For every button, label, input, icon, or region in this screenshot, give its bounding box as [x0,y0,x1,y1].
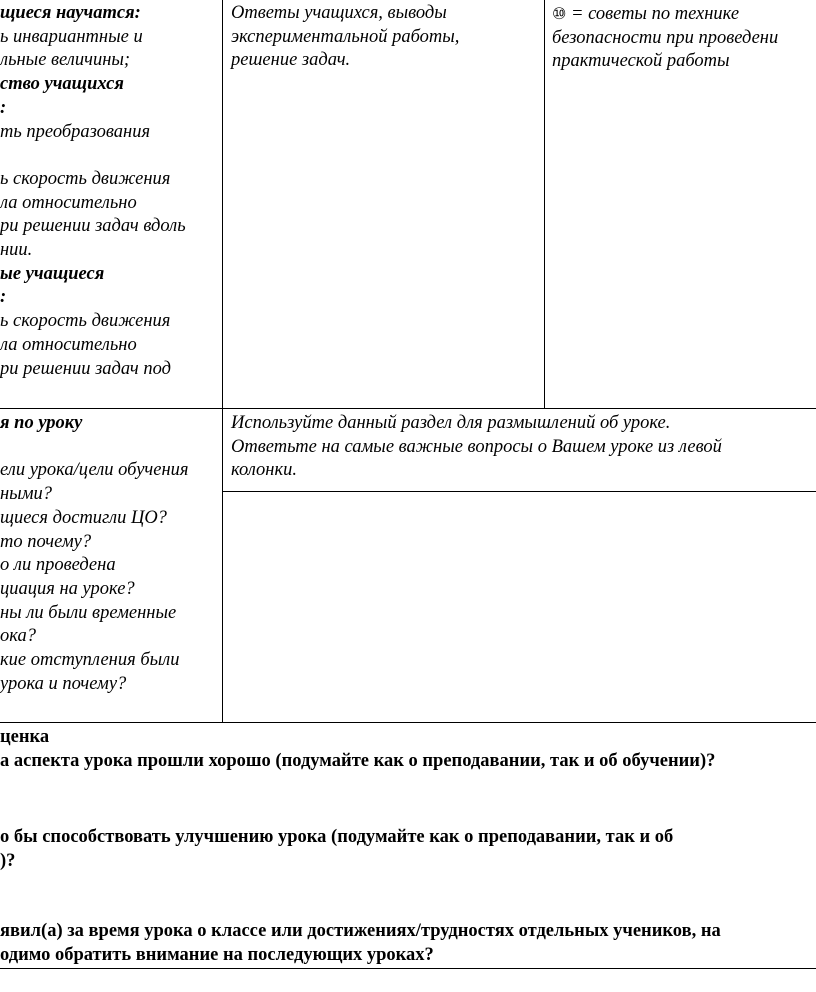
page-bottom-rule [0,968,816,969]
text-line: решение задач. [231,50,351,71]
reflection-questions-cell [0,412,220,696]
text-line: одимо обратить внимание на последующих уроках? [0,944,434,965]
text-line: безопасности при проведени [552,27,779,48]
text-line: Ответьте на самые важные вопросы о Вашем уроке из левой [231,436,722,457]
learning-objectives-cell [0,2,220,381]
text-line: явил(а) за время урока о классе или достижениях/трудностях отдельных учеников, на [0,921,721,941]
text-line: : [0,287,7,308]
text-line: нии. [0,240,33,261]
assessment-cell [231,2,541,73]
text-line: Используйте данный раздел для размышлений об уроке. [231,413,671,433]
text-line: льные величины; [0,50,131,71]
table-row-divider [0,408,816,409]
text-line: ство учащихся [0,74,124,95]
text-line: щиеся достигли ЦО? [0,507,167,528]
text-line: колонки. [231,460,297,481]
text-line: о ли проведена [0,555,116,576]
text-line: ны ли были временные [0,602,177,623]
text-line: ь инвариантные и [0,26,143,47]
reflection-answer-area[interactable] [223,492,816,721]
text-line: ели урока/цели обучения [0,460,189,481]
text-line: практической работы [552,51,730,72]
text-line [552,2,816,27]
text-line: щиеся научатся: [0,3,141,23]
text-line: циация на уроке? [0,578,135,599]
safety-notes-cell [552,2,816,74]
evaluation-question-1 [0,750,715,774]
reflection-instructions-cell [231,412,816,483]
text-line: ри решении задач под [0,358,171,379]
text-line: ока? [0,626,36,647]
text-line: Ответы учащихся, выводы [231,3,447,23]
table-bottom-border [0,722,816,723]
text-line: а аспекта урока прошли хорошо (подумайте как о преподавании, так и об обучении)? [0,751,716,771]
text-line: ла относительно [0,192,137,213]
text-line: кие отступления были [0,650,180,671]
text-line: : [0,97,7,118]
text-line: я по уроку [0,413,83,433]
text-line: )? [0,850,16,871]
evaluation-question-2 [0,826,673,873]
text-line: ла относительно [0,334,137,355]
evaluation-heading: ценка [0,727,50,747]
text-line: ть преобразования [0,121,151,142]
text-line: ри решении задач вдоль [0,216,186,237]
text-line: о бы способствовать улучшению урока (подумайте как о преподавании, так и об [0,827,674,847]
text-line [0,144,220,168]
text-line: то почему? [0,531,92,552]
text-line: ными? [0,484,53,505]
circled-ten-icon: ⑩ [552,4,567,23]
text-line: урока и почему? [0,673,127,694]
text-line: ь скорость движения [0,168,171,189]
text-line [0,436,220,460]
table-divider-right [544,0,545,408]
text-fragment: = советы по технике [566,4,740,24]
text-line: ые учащиеся [0,263,105,284]
text-line: экспериментальной работы, [231,26,460,47]
evaluation-question-3 [0,920,721,967]
text-line: ь скорость движения [0,311,171,332]
